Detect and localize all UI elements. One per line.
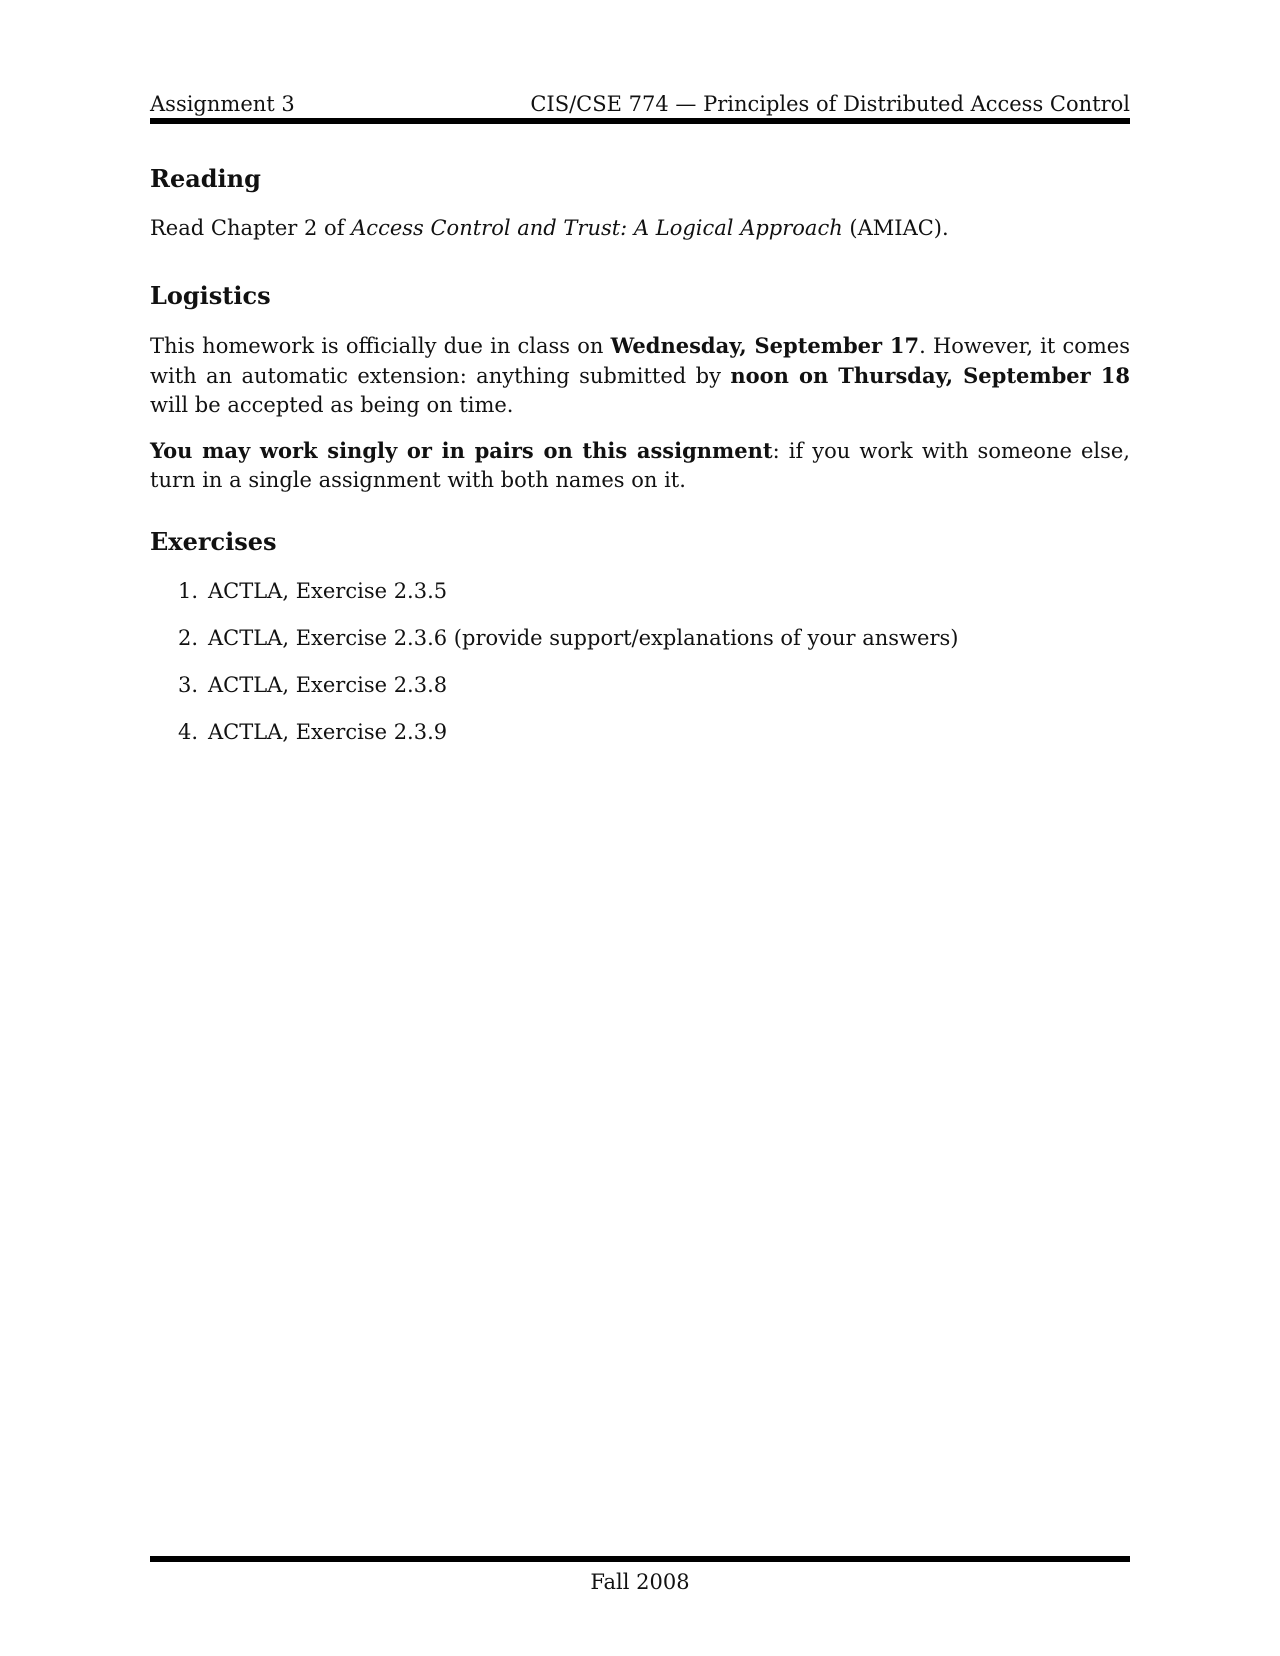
extension-date: noon on Thursday, September 18 [730,363,1130,388]
list-item-text: ACTLA, Exercise 2.3.8 [208,673,448,697]
due-date: Wednesday, September 17 [610,333,920,358]
header-course-title: CIS/CSE 774 — Principles of Distributed Access Control [530,92,1130,116]
exercises-heading: Exercises [150,527,277,556]
reading-section [150,162,1130,243]
logistics-due-paragraph [150,331,1130,420]
due-text-3: will be accepted as being on time. [150,393,514,417]
reading-heading: Reading [150,164,261,193]
page-header [150,88,1130,120]
list-item [150,624,1130,653]
pairs-rest-text: : if you work with someone else, turn in a single assignment with both names on it. [150,439,1130,492]
list-item-text: ACTLA, Exercise 2.3.5 [208,579,448,603]
list-item-number: 4. [178,720,199,744]
document-page [150,0,1130,1656]
logistics-pairs-paragraph [150,436,1130,495]
list-item-number: 2. [178,626,199,650]
list-item [150,577,1130,606]
list-item [150,718,1130,747]
due-text-1: This homework is officially due in class on [150,334,611,358]
footer-rule [150,1556,1130,1562]
list-item-text: ACTLA, Exercise 2.3.9 [208,720,448,744]
reading-text-prefix: Read Chapter 2 of [150,216,352,240]
list-item [150,671,1130,700]
exercises-section [150,525,1130,747]
reading-text-suffix: (AMIAC). [842,216,949,240]
list-item-text: ACTLA, Exercise 2.3.6 (provide support/explanations of your answers) [208,626,959,650]
due-text-2: . However, it comes with an automatic extension: anything submitted by [150,334,1130,388]
header-rule [150,118,1130,124]
list-item-number: 3. [178,673,199,697]
pairs-bold-text: You may work singly or in pairs on this assignment [150,438,773,463]
page-footer: Fall 2008 [590,1570,690,1594]
list-item-number: 1. [178,579,199,603]
header-assignment-label: Assignment 3 [150,92,295,116]
reading-paragraph [150,214,1130,243]
exercise-list [150,577,1130,747]
logistics-section [150,279,1130,495]
reading-book-title: Access Control and Trust: A Logical Approach [351,216,843,240]
logistics-heading: Logistics [150,281,271,310]
page-content [150,162,1130,777]
